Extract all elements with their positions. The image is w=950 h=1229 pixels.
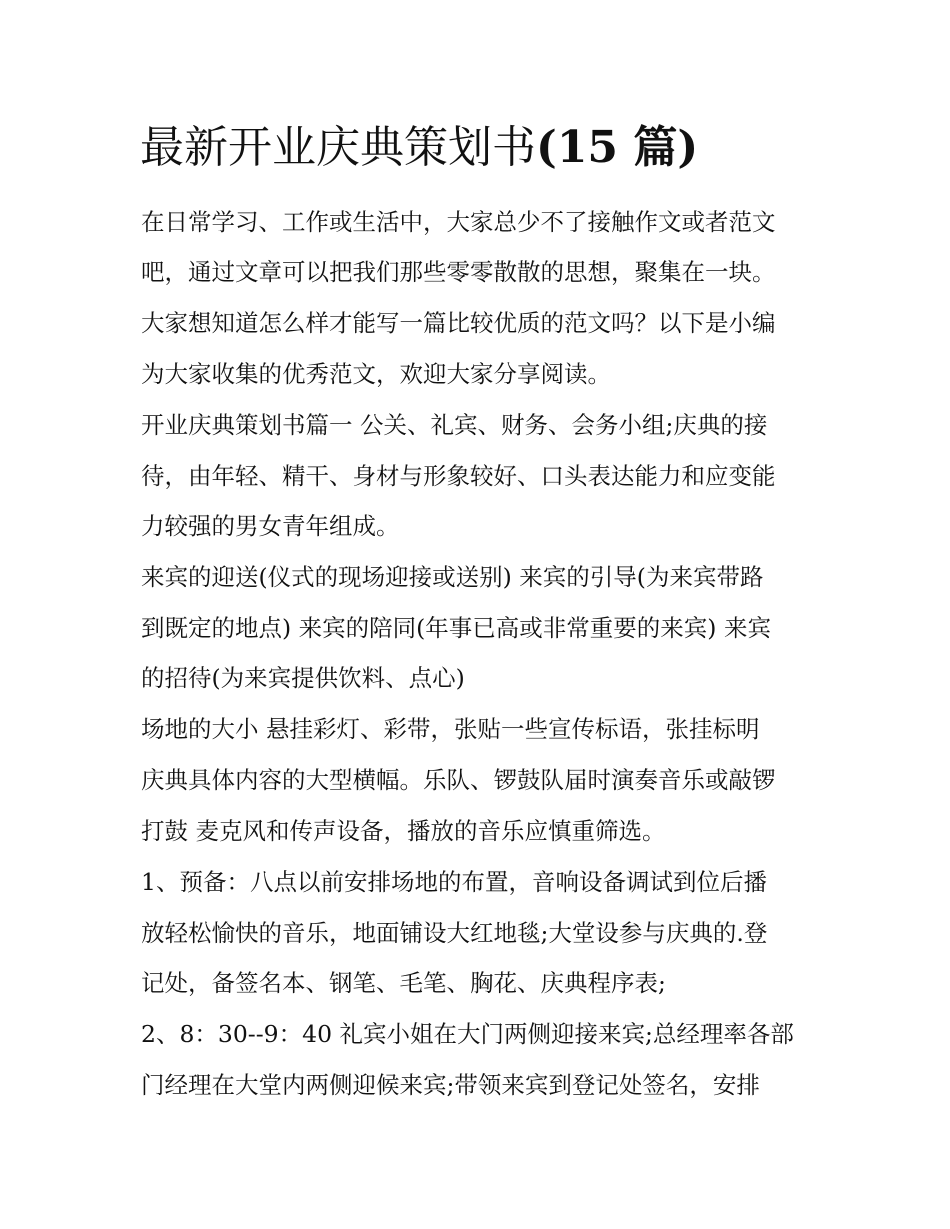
text-line-5: 开业庆典策划书篇一 公关、礼宾、财务、会务小组;庆典的接: [141, 411, 768, 439]
text-line-1: 在日常学习、工作或生活中，大家总少不了接触作文或者范文: [141, 208, 776, 236]
text-line-10: 的招待(为来宾提供饮料、点心): [141, 664, 465, 692]
text-line-18: 门经理在大堂内两侧迎候来宾;带领来宾到登记处签名，安排: [141, 1071, 760, 1099]
page-title: [140, 118, 840, 178]
text-line-16: 记处，备签名本、钢笔、毛笔、胸花、庆典程序表;: [141, 969, 666, 997]
text-line-17: 2、8：30--9：40 礼宾小姐在大门两侧迎接来宾;总经理率各部: [141, 1020, 794, 1048]
text-line-13: 打鼓 麦克风和传声设备，播放的音乐应慎重筛选。: [141, 817, 666, 845]
text-line-2: 吧，通过文章可以把我们那些零零散散的思想，聚集在一块。: [141, 258, 776, 286]
text-line-9: 到既定的地点) 来宾的陪同(年事已高或非常重要的来宾) 来宾: [141, 614, 771, 642]
text-line-7: 力较强的男女青年组成。: [141, 512, 400, 540]
text-line-4: 为大家收集的优秀范文，欢迎大家分享阅读。: [141, 360, 611, 388]
text-line-14: 1、预备：八点以前安排场地的布置，音响设备调试到位后播: [141, 868, 767, 896]
text-line-3: 大家想知道怎么样才能写一篇比较优质的范文吗？以下是小编: [141, 309, 776, 337]
title-text: 最新开业庆典策划书: [140, 122, 536, 173]
text-line-11: 场地的大小 悬挂彩灯、彩带，张贴一些宣传标语，张挂标明: [141, 715, 760, 743]
text-line-6: 待，由年轻、精干、身材与形象较好、口头表达能力和应变能: [141, 462, 776, 490]
title-suffix: (15 篇): [536, 122, 699, 173]
text-line-8: 来宾的迎送(仪式的现场迎接或送别) 来宾的引导(为来宾带路: [141, 563, 764, 591]
text-line-12: 庆典具体内容的大型横幅。乐队、锣鼓队届时演奏音乐或敲锣: [141, 766, 776, 794]
text-line-15: 放轻松愉快的音乐，地面铺设大红地毯;大堂设参与庆典的.登: [141, 919, 768, 947]
